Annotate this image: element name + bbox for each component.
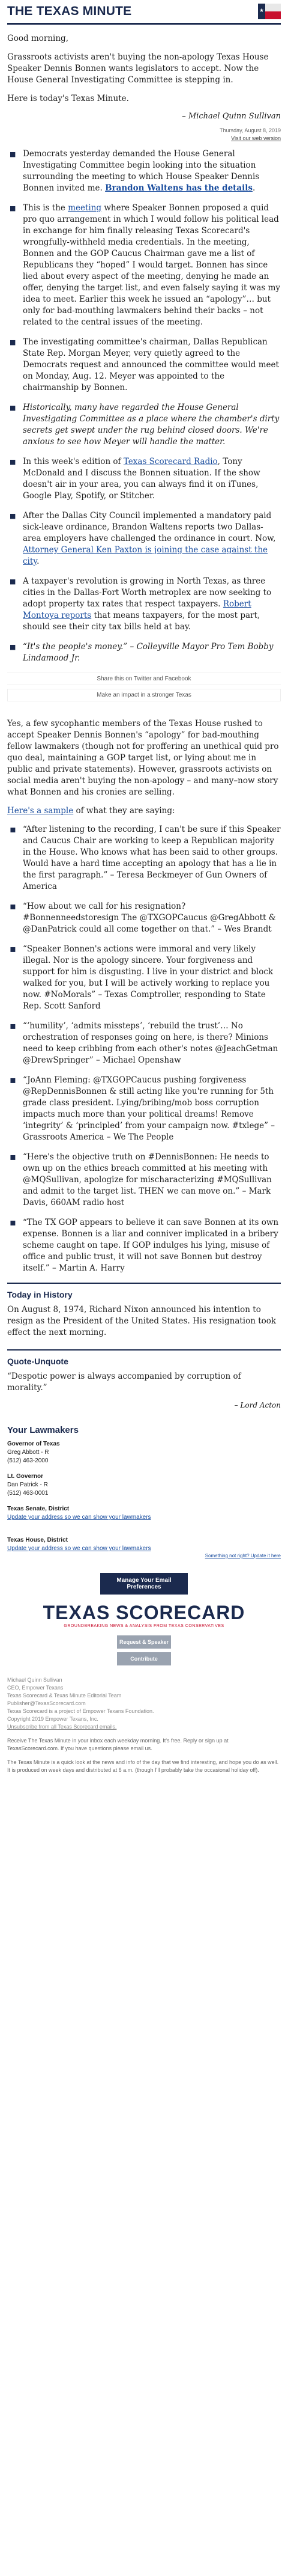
texas-scorecard-logo: TEXAS SCORECARD GROUNDBREAKING NEWS & ANALYSIS FROM TEXAS CONSERVATIVES <box>43 1602 245 1628</box>
comment-item: ▪ “JoAnn Fleming: @TXGOPCaucus pushing forgiveness @RepDennisBonnen & still acting like you're running for 5th grade class president. Lying/bribing/mob boss corruption impacts much more than your political dreams! Remove ‘integrity’ & ‘principled’ from your campaign now. #txlege” – Grassroots America – We The People <box>23 1075 281 1143</box>
intro-paragraph: Grassroots activists aren't buying the non-apology Texas House Speaker Dennis Bonnen wants legislators to accept. Now the House General Investigating Committee is stepping in. <box>7 52 269 85</box>
story-list <box>7 148 281 664</box>
quote-title: Quote-Unquote <box>7 1357 68 1366</box>
sample-link[interactable]: Here's a sample <box>7 806 74 816</box>
history-title: Today in History <box>7 1290 73 1299</box>
story-item: ■ After the Dallas City Council implemented a mandatory paid sick-leave ordinance, Brandon Waltens reports two Dallas-area employers have challenged the ordinance in court. Now, Attorney General Ken Paxton is joining the case against the city. <box>23 510 281 567</box>
lawmaker-entry: Texas House, District Update your address so we can show your lawmakers <box>7 1537 151 1552</box>
share-bar[interactable]: Share this on Twitter and Facebook <box>7 673 281 685</box>
story-link[interactable]: meeting <box>68 203 102 213</box>
story-item: ■ In this week's edition of Texas Scorecard Radio, Tony McDonald and I discuss the Bonnen situation. If the show doesn't air in your area, you can always find it on iTunes, Google Play, Spotify, or Stitcher. <box>23 456 281 502</box>
issue-meta <box>7 127 281 142</box>
story-item: ■ Historically, many have regarded the House General Investigating Committee as a place where the chamber's dirty secrets get swept under the rug behind closed doors. We're anxious to see how Meyer will handle the matter. <box>23 402 281 448</box>
newsletter <box>7 0 281 1774</box>
story-item: ■ A taxpayer's revolution is growing in North Texas, as three cities in the Dallas-Fort Worth metroplex are now seeking to adopt property tax rates that respect taxpayers. Robert Montoya reports that means taxpayers, for the most part, should see their city tax bills held at bay. <box>23 576 281 633</box>
comment-item: ▪ “‘humility’, ‘admits missteps’, ‘rebuild the trust’… No orchestration of responses going on here, is there? Minions need to keep cribbing from each other's notes @JeachGetman @DrewSpringer” – Michael Openshaw <box>23 1021 281 1066</box>
lawmaker-entry: Governor of Texas Greg Abbott - R (512) 463-2000 <box>7 1441 60 1464</box>
unsubscribe-link[interactable]: Unsubscribe from all Texas Scorecard emails. <box>7 1724 117 1730</box>
quote-text: “Despotic power is always accompanied by corruption of morality.” <box>7 1372 241 1393</box>
comment-item: ▪ “The TX GOP appears to believe it can save Bonnen at its own expense. Bonnen is a liar and conniver implicated in a bribery scheme caught on tape. If GOP indulges his lying, misuse of office and public trust, it will not save Bonnen but destroy itself.” – Martin A. Harry <box>23 1217 281 1274</box>
reaction-paragraph: Yes, a few sycophantic members of the Texas House rushed to accept Speaker Dennis Bonnen's “apology” for bad-mouthing fellow lawmakers (though not for proffering an unethical quid pro quo deal, maintaining a GOP target list, or lying about me in public and private statements). However, grassroots activists on social media aren't buying the non-apology – and many–now story what Bonnen and his cronies are selling. <box>7 719 279 797</box>
texas-flag-icon: ★ <box>258 4 281 19</box>
impact-bar[interactable]: Make an impact in a stronger Texas <box>7 689 281 701</box>
comment-item: ▪ “Speaker Bonnen's actions were immoral and very likely illegal. Nor is the apology sincere. Your forgiveness and support for him is disgusting. I live in your district and block walked for you, but I will be actively working to replace you now. #NoMorals” – Texas Comptroller, responding to State Rep. Scott Sanford <box>23 944 281 1012</box>
story-item: ■ The investigating committee's chairman, Dallas Republican State Rep. Morgan Meyer, very quietly agreed to the Democrats request and announced the committee would meet on Monday, Aug. 12. Meyer was appointed to the chairmanship by Bonnen. <box>23 337 281 394</box>
story-item: ■ “It's the people's money.” – Colleyville Mayor Pro Tem Bobby Lindamood Jr. <box>23 641 281 664</box>
history-text: On August 8, 1974, Richard Nixon announced his intention to resign as the President of the United States. His resignation took effect the next morning. <box>7 1305 277 1337</box>
update-address-link[interactable]: Update your address so we can show your lawmakers <box>7 1545 151 1552</box>
story-item: ■ This is the meeting where Speaker Bonnen proposed a quid pro quo arrangement in which I would follow his political lead in exchange for him finally releasing Texas Scorecard's wrongfully-withheld media credentials. In the meeting, Bonnen and the GOP Caucus Chairman gave me a list of Republicans they “hoped” I would target. Bonnen has since lied about every aspect of the meeting, denying he made an offer, denying the target list, and even falsely saying it was my idea to meet. Earlier this week he issued an “apology”… but only for bad-mouthing lawmakers behind their backs – not related to the central issues of the meeting. <box>23 203 281 328</box>
quote-author: – Lord Acton <box>234 1401 281 1409</box>
quote-section <box>7 1349 281 1409</box>
lawmaker-entry: Lt. Governor Dan Patrick - R (512) 463-0001 <box>7 1473 49 1497</box>
masthead-title: THE TEXAS MINUTE <box>7 4 132 18</box>
web-version-link[interactable]: Visit our web version <box>231 135 281 141</box>
update-address-link[interactable]: Update your address so we can show your lawmakers <box>7 1514 151 1521</box>
sample-intro: Here's a sample of what they are saying: <box>7 806 175 816</box>
comment-list <box>7 824 281 1274</box>
contribute-button[interactable]: Contribute <box>117 1652 171 1665</box>
lawmakers-update-note[interactable]: Something not right? Update it here <box>205 1553 281 1558</box>
footer-info: Michael Quinn Sullivan CEO, Empower Texans Texas Scorecard & Texas Minute Editorial Team Publisher@TexasScorecard.com Texas Scorecard is a project of Empower Texans Foundation. Copyright 2019 Empower Texans, Inc. Unsubscribe from all Texas Scorecard emails. <box>7 1676 281 1731</box>
footer-paragraph: The Texas Minute is a quick look at the news and info of the day that we find interesting, and hope you do as well. It is produced on week days and distributed at 6 a.m. (though I'll probably take the occasional holiday off). <box>7 1759 279 1773</box>
comment-item: ▪ “Here's the objective truth on #DennisBonnen: He needs to own up on the ethics breach committed at his meeting with @MQSullivan, apologize for mischaracterizing #MQSullivan and admit to the target list. THEN we can move on.” – Mark Davis, 660AM radio host <box>23 1152 281 1209</box>
lawmakers-title: Your Lawmakers <box>7 1425 79 1435</box>
story-link[interactable]: Attorney General Ken Paxton is joining the case against the city <box>23 545 268 566</box>
comment-item: ▪ “How about we call for his resignation? #Bonnenneedstoresign The @TXGOPCaucus @GregAbbott & @DanPatrick could all come together on that.” – Wes Brandt <box>23 901 281 935</box>
issue-date: Thursday, August 8, 2019 <box>220 127 281 133</box>
greeting: Good morning, <box>7 34 68 43</box>
manage-preferences-button[interactable]: Manage Your Email Preferences <box>100 1573 188 1595</box>
signature: – Michael Quinn Sullivan <box>182 112 281 121</box>
masthead <box>7 0 281 25</box>
request-button[interactable]: Request & Speaker <box>117 1635 171 1649</box>
story-item: ■ Democrats yesterday demanded the House General Investigating Committee begin looking into the situation surrounding the meeting to which House Speaker Dennis Bonnen invited me. Brandon Waltens has the details. <box>23 148 281 194</box>
history-section <box>7 1283 281 1338</box>
comment-item: ▪ “After listening to the recording, I can't be sure if this Speaker and Caucus Chair are working to keep a Republican majority in the House. Who knows what has been said to other groups. Would have a hard time accepting an apology that has a lie in the first paragraph.” – Teresa Beckmeyer of Gun Owners of America <box>23 824 281 893</box>
footer-paragraph: Receive The Texas Minute in your inbox each weekday morning. It's free. Reply or sign up at TexasScorecard.com. If you have questions please email us. <box>7 1738 229 1751</box>
story-link[interactable]: Texas Scorecard Radio <box>123 457 218 466</box>
lawmaker-entry: Texas Senate, District Update your address so we can show your lawmakers <box>7 1506 151 1521</box>
story-link[interactable]: Robert Montoya reports <box>23 599 251 620</box>
intro-todays: Here is today's Texas Minute. <box>7 94 129 103</box>
story-link[interactable]: Brandon Waltens has the details <box>105 183 253 193</box>
